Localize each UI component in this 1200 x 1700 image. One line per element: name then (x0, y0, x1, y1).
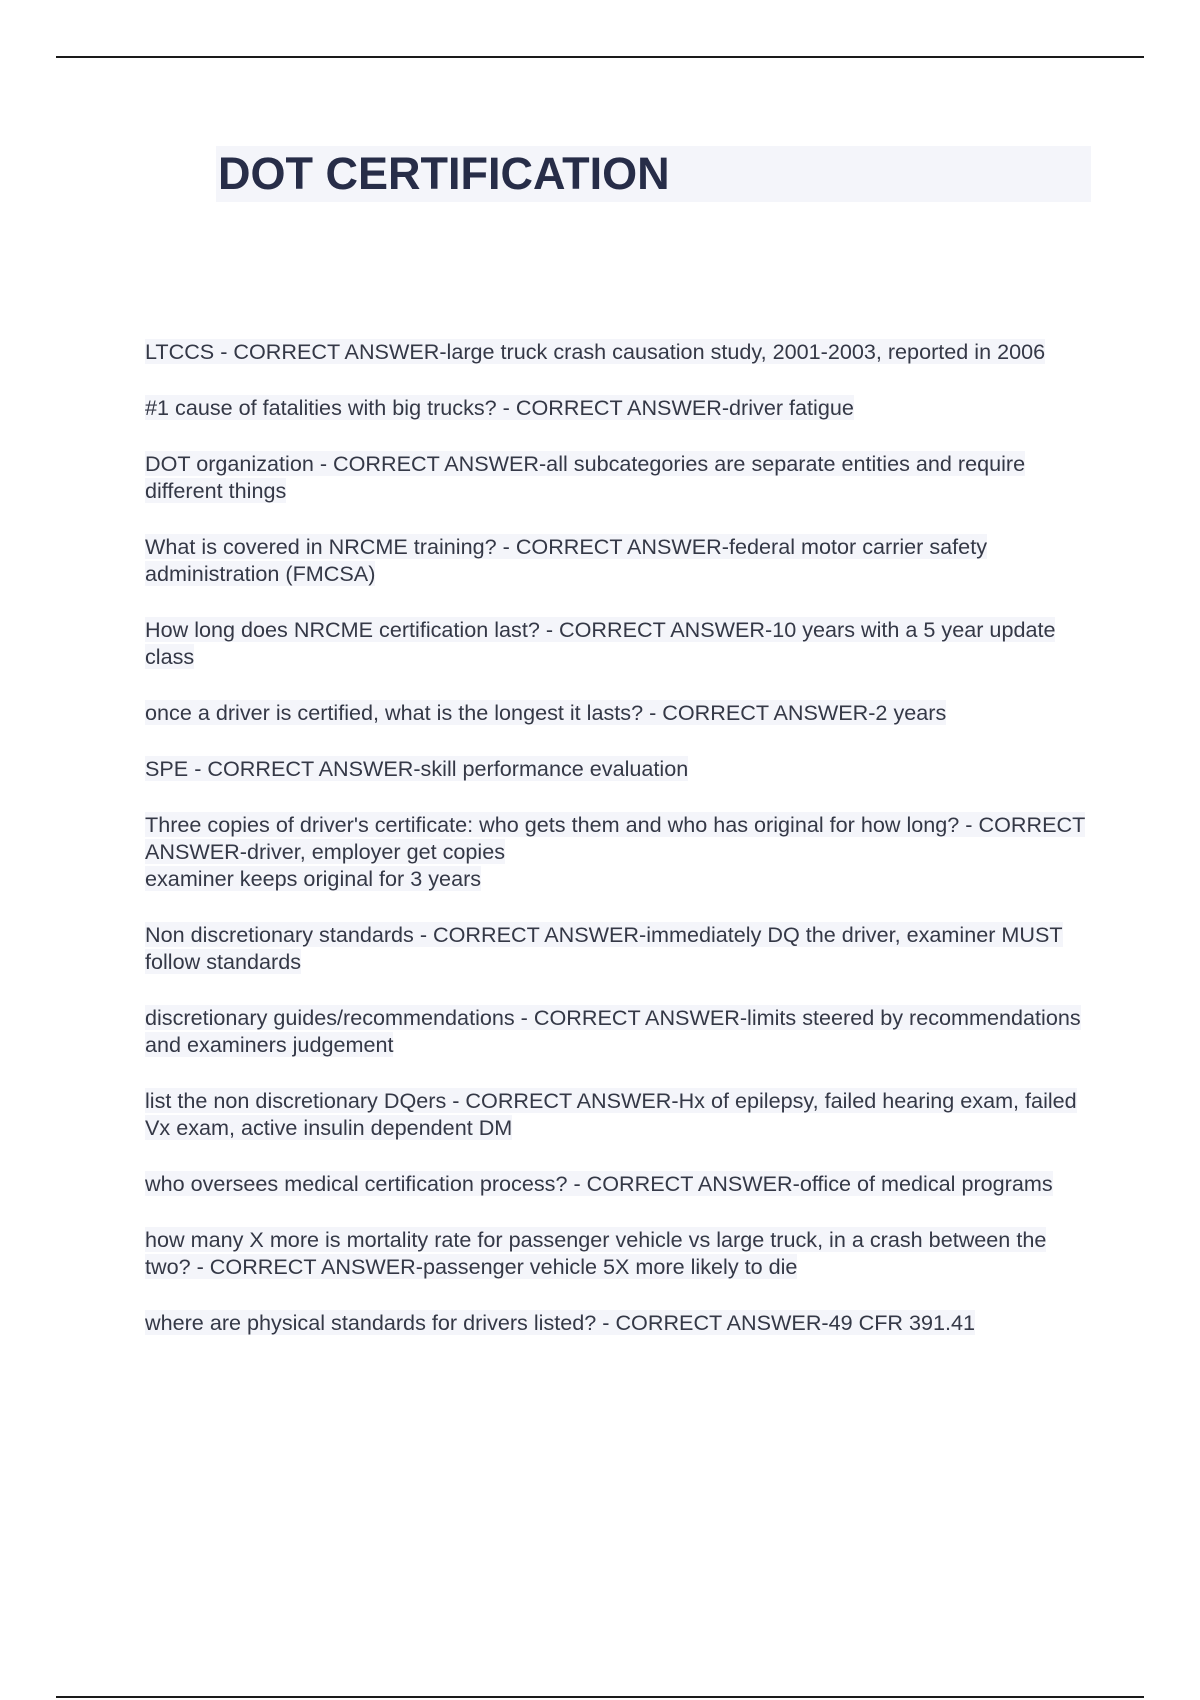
qa-entry (145, 1087, 1095, 1141)
qa-entry-text: SPE - CORRECT ANSWER-skill performance evaluation (145, 756, 689, 781)
qa-entry-text: how many X more is mortality rate for passenger vehicle vs large truck, in a crash between the two? - CORRECT ANSWER-passenger vehicle 5X more likely to die (145, 1227, 1047, 1279)
qa-entry (145, 1004, 1095, 1058)
qa-entry (145, 699, 1095, 726)
qa-entry-text: DOT organization - CORRECT ANSWER-all subcategories are separate entities and require different things (145, 451, 1026, 503)
qa-entry-text: Three copies of driver's certificate: who gets them and who has original for how long? - CORRECT ANSWER-driver, employer get copies examiner keeps original for 3 years (145, 812, 1086, 891)
qa-entry-text: LTCCS - CORRECT ANSWER-large truck crash causation study, 2001-2003, reported in 2006 (145, 339, 1046, 364)
top-rule (56, 56, 1144, 58)
qa-entry-text: How long does NRCME certification last? - CORRECT ANSWER-10 years with a 5 year update class (145, 617, 1056, 669)
qa-entry-text: list the non discretionary DQers - CORRECT ANSWER-Hx of epilepsy, failed hearing exam, failed Vx exam, active insulin dependent DM (145, 1088, 1077, 1140)
qa-entry (145, 755, 1095, 782)
qa-list (145, 338, 1095, 1365)
qa-entry-text: Non discretionary standards - CORRECT ANSWER-immediately DQ the driver, examiner MUST follow standards (145, 922, 1063, 974)
qa-entry-text: What is covered in NRCME training? - CORRECT ANSWER-federal motor carrier safety administration (FMCSA) (145, 534, 987, 586)
qa-entry (145, 811, 1095, 892)
qa-entry-text: #1 cause of fatalities with big trucks? - CORRECT ANSWER-driver fatigue (145, 395, 854, 420)
qa-entry (145, 450, 1095, 504)
qa-entry (145, 921, 1095, 975)
qa-entry-text: where are physical standards for drivers listed? - CORRECT ANSWER-49 CFR 391.41 (145, 1310, 976, 1335)
qa-entry (145, 1309, 1095, 1336)
qa-entry-text: once a driver is certified, what is the longest it lasts? - CORRECT ANSWER-2 years (145, 700, 947, 725)
qa-entry (145, 1170, 1095, 1197)
qa-entry (145, 533, 1095, 587)
qa-entry (145, 1226, 1095, 1280)
bottom-rule (56, 1696, 1144, 1698)
qa-entry (145, 616, 1095, 670)
qa-entry (145, 394, 1095, 421)
qa-entry (145, 338, 1095, 365)
document-title: DOT CERTIFICATION (218, 148, 670, 199)
qa-entry-text: who oversees medical certification process? - CORRECT ANSWER-office of medical programs (145, 1171, 1053, 1196)
qa-entry-text: discretionary guides/recommendations - CORRECT ANSWER-limits steered by recommendations and examiners judgement (145, 1005, 1081, 1057)
